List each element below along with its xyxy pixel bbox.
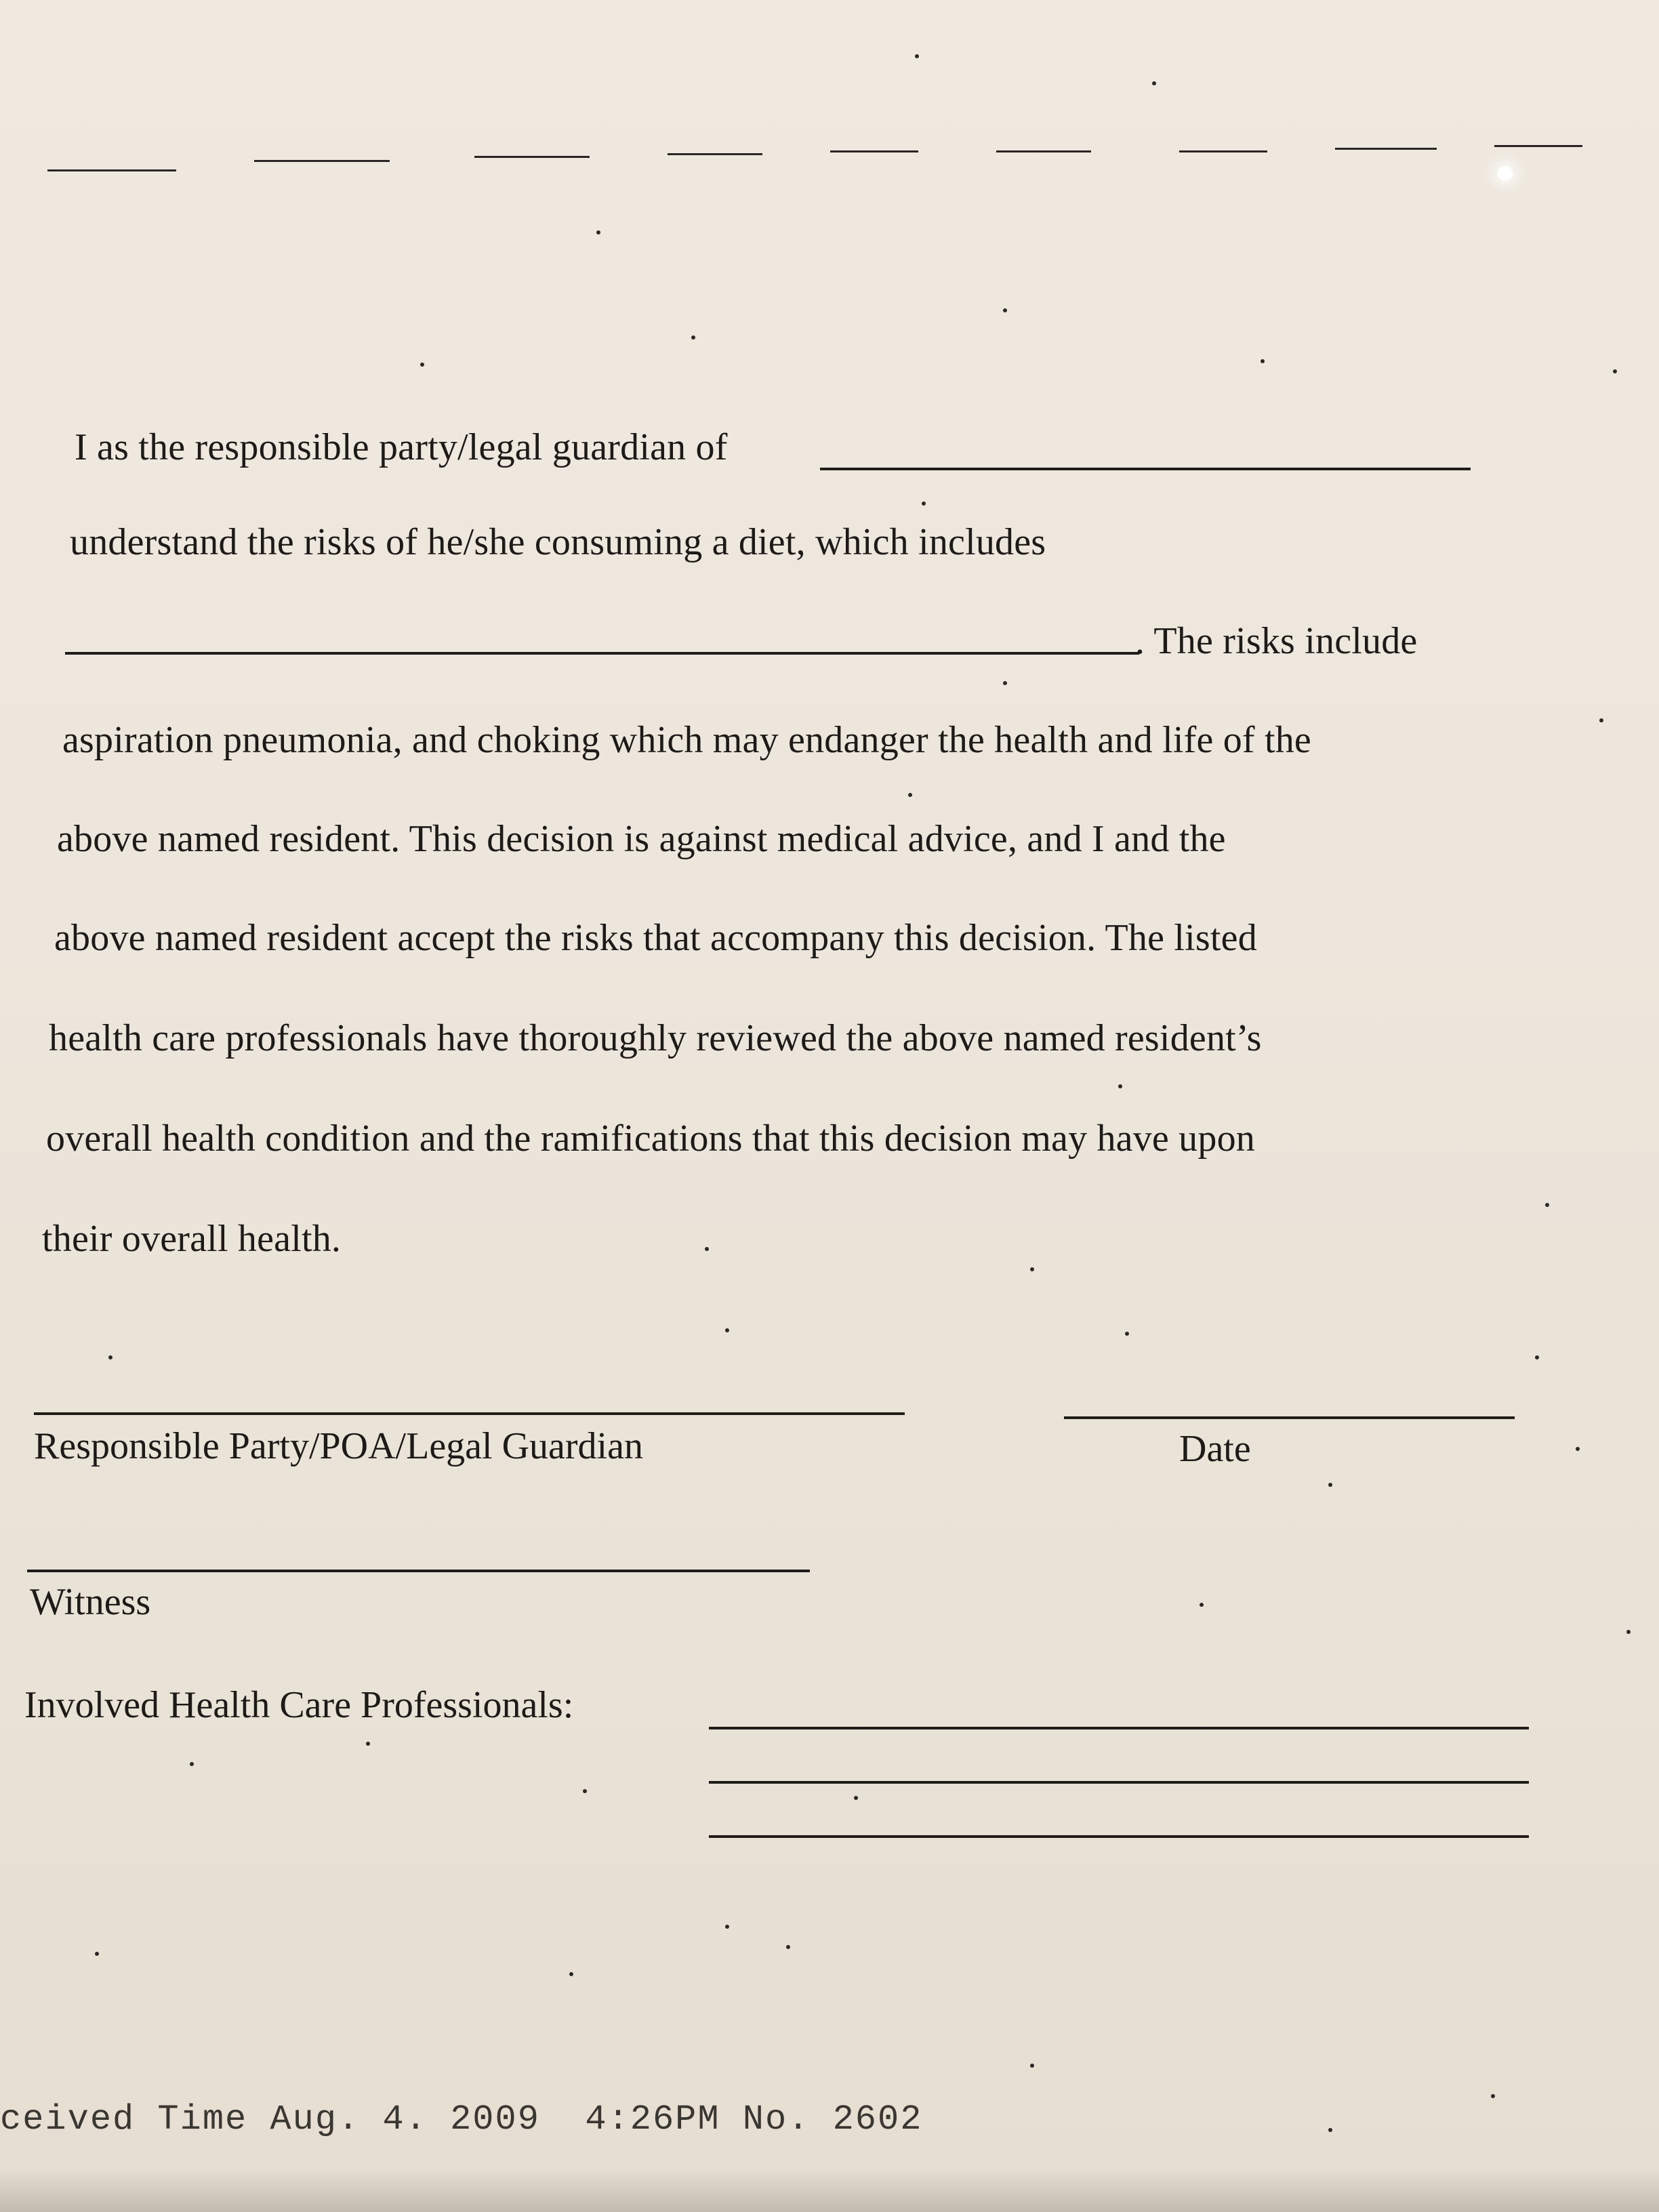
toner-speck	[1576, 1447, 1580, 1451]
paragraph-line-4: aspiration pneumonia, and choking which may endanger the health and life of the	[62, 719, 1311, 761]
toner-speck	[366, 1742, 370, 1746]
toner-speck	[1200, 1603, 1204, 1607]
toner-speck	[854, 1796, 858, 1800]
toner-speck	[190, 1762, 194, 1766]
resident-name-blank	[820, 468, 1471, 470]
date-line	[1064, 1416, 1515, 1419]
witness-signature-line	[27, 1570, 810, 1572]
light-glare	[1498, 166, 1513, 181]
toner-speck	[1030, 2064, 1034, 2068]
toner-speck	[1003, 681, 1007, 685]
toner-speck	[705, 1247, 709, 1251]
toner-speck	[725, 1925, 729, 1929]
responsible-party-label: Responsible Party/POA/Legal Guardian	[34, 1425, 643, 1467]
professional-signature-line-3	[709, 1835, 1529, 1838]
header-dash	[474, 156, 590, 158]
toner-speck	[95, 1952, 99, 1956]
paragraph-line-9: their overall health.	[42, 1218, 342, 1260]
toner-speck	[922, 501, 926, 506]
toner-speck	[1118, 1084, 1122, 1088]
professional-signature-line-1	[709, 1727, 1529, 1729]
toner-speck	[596, 230, 600, 234]
toner-speck	[1535, 1355, 1539, 1359]
header-dash	[1335, 148, 1437, 150]
paragraph-line-2: understand the risks of he/she consuming a diet, which includes	[70, 521, 1046, 563]
toner-speck	[420, 363, 424, 367]
paragraph-line-8: overall health condition and the ramifications that this decision may have upon	[46, 1118, 1255, 1160]
toner-speck	[691, 335, 695, 340]
toner-speck	[1545, 1203, 1549, 1207]
professional-signature-line-2	[709, 1781, 1529, 1784]
toner-speck	[1328, 2128, 1332, 2132]
toner-speck	[1152, 81, 1156, 85]
header-dash	[996, 150, 1091, 152]
toner-speck	[1125, 1332, 1129, 1336]
toner-speck	[908, 793, 912, 797]
paragraph-line-6: above named resident accept the risks that accompany this decision. The listed	[54, 917, 1257, 959]
witness-label: Witness	[30, 1581, 151, 1623]
toner-speck	[1030, 1267, 1034, 1271]
header-dash	[254, 160, 390, 162]
paragraph-line-1: I as the responsible party/legal guardian of	[75, 426, 728, 468]
paragraph-line-3: . The risks include	[1135, 620, 1418, 662]
header-dash	[1494, 145, 1582, 147]
header-dash	[668, 153, 762, 155]
toner-speck	[1491, 2094, 1495, 2098]
toner-speck	[1003, 308, 1007, 312]
header-dash	[47, 169, 176, 171]
toner-speck	[569, 1972, 573, 1976]
fax-received-footer: ceived Time Aug. 4. 2009 4:26PM No. 2602	[0, 2100, 923, 2139]
paragraph-line-7: health care professionals have thoroughly reviewed the above named resident’s	[49, 1017, 1262, 1059]
responsible-party-signature-line	[34, 1412, 905, 1415]
toner-speck	[1599, 718, 1603, 722]
toner-speck	[108, 1355, 112, 1359]
header-dash	[830, 150, 918, 152]
date-label: Date	[1179, 1428, 1251, 1470]
header-dash	[1179, 150, 1267, 152]
toner-speck	[1626, 1630, 1631, 1634]
paragraph-line-5: above named resident. This decision is against medical advice, and I and the	[57, 818, 1226, 860]
toner-speck	[1328, 1483, 1332, 1487]
page-bottom-shadow	[0, 2169, 1659, 2212]
toner-speck	[1261, 359, 1265, 363]
toner-speck	[725, 1328, 729, 1332]
toner-speck	[583, 1789, 587, 1793]
diet-description-blank	[65, 652, 1139, 655]
professionals-label: Involved Health Care Professionals:	[24, 1684, 574, 1726]
toner-speck	[786, 1945, 790, 1949]
toner-speck	[1613, 369, 1617, 373]
toner-speck	[915, 54, 919, 58]
